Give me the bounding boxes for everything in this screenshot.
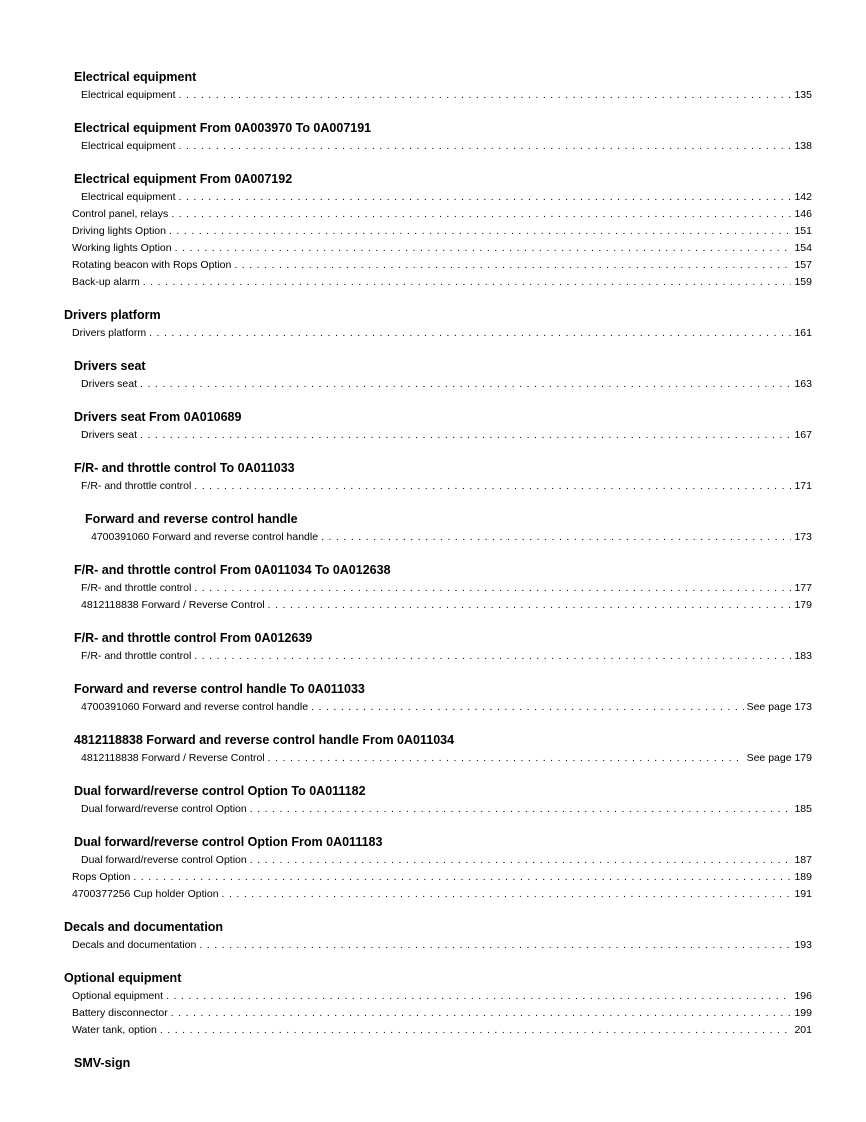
toc-entry-page: 138	[794, 140, 812, 152]
leader-dots	[133, 871, 791, 884]
toc-entry-label: 4812118838 Forward / Reverse Control	[81, 599, 265, 611]
heading-electrical-equipment: Electrical equipment	[74, 70, 197, 84]
leader-dots	[321, 531, 791, 544]
heading-drivers-seat-from: Drivers seat From 0A010689	[74, 410, 242, 424]
toc-entry-page: 142	[794, 191, 812, 203]
toc-entry[interactable]	[72, 871, 812, 884]
toc-entry-label: Dual forward/reverse control Option	[81, 803, 247, 815]
leader-dots	[179, 89, 792, 102]
toc-entry[interactable]	[91, 531, 812, 544]
toc-entry-label: 4812118838 Forward / Reverse Control	[81, 752, 265, 764]
heading-fr-throttle-from: F/R- and throttle control From 0A012639	[74, 631, 313, 645]
toc-entry[interactable]	[81, 854, 812, 867]
toc-entry-page: 199	[794, 1007, 812, 1019]
toc-entry-label: Drivers platform	[72, 327, 147, 339]
heading-drivers-platform: Drivers platform	[64, 308, 161, 322]
heading-electrical-equipment-range: Electrical equipment From 0A003970 To 0A007191	[74, 121, 372, 135]
toc-entry-label: Electrical equipment	[81, 140, 176, 152]
leader-dots	[171, 208, 791, 221]
toc-entry[interactable]	[72, 939, 812, 952]
toc-entry-label: 4700377256 Cup holder Option	[72, 888, 219, 900]
toc-entry[interactable]	[81, 480, 812, 493]
toc-entry-label: Optional equipment	[72, 990, 164, 1002]
leader-dots	[169, 225, 792, 238]
heading-forward-reverse-handle-to: Forward and reverse control handle To 0A011033	[74, 682, 365, 696]
toc-entry-page: 185	[794, 803, 812, 815]
toc-entry[interactable]	[81, 191, 812, 204]
toc-entry-page: 167	[794, 429, 812, 441]
leader-dots	[171, 1007, 792, 1020]
leader-dots	[166, 990, 791, 1003]
toc-entry-label: Electrical equipment	[81, 191, 176, 203]
leader-dots	[268, 599, 792, 612]
toc-entry-label: Water tank, option	[72, 1024, 157, 1036]
toc-entry-label: Control panel, relays	[72, 208, 169, 220]
heading-fr-throttle-range: F/R- and throttle control From 0A011034 To 0A012638	[74, 563, 391, 577]
toc-entry[interactable]	[72, 1024, 812, 1037]
toc-entry-page: 201	[794, 1024, 812, 1036]
toc-entry-label: Battery disconnector	[72, 1007, 168, 1019]
toc-entry-label: F/R- and throttle control	[81, 650, 192, 662]
toc-entry[interactable]	[81, 752, 812, 765]
toc-entry-label: Rotating beacon with Rops Option	[72, 259, 232, 271]
toc-entry[interactable]	[81, 803, 812, 816]
leader-dots	[250, 803, 792, 816]
toc-entry[interactable]	[72, 888, 812, 901]
toc-entry-page: 183	[794, 650, 812, 662]
toc-entry[interactable]	[72, 242, 812, 255]
heading-smv-sign: SMV-sign	[74, 1056, 131, 1070]
toc-entry-page: 177	[794, 582, 812, 594]
toc-entry-label: Drivers seat	[81, 429, 138, 441]
toc-entry-page: See page 173	[746, 701, 812, 713]
toc-entry-page: 161	[794, 327, 812, 339]
toc-entry[interactable]	[72, 225, 812, 238]
heading-decals-documentation: Decals and documentation	[64, 920, 224, 934]
toc-entry-page: 189	[794, 871, 812, 883]
leader-dots	[140, 429, 791, 442]
leader-dots	[194, 480, 791, 493]
toc-entry-label: F/R- and throttle control	[81, 480, 192, 492]
toc-entry-page: 173	[794, 531, 812, 543]
heading-drivers-seat: Drivers seat	[74, 359, 146, 373]
toc-entry-label: Working lights Option	[72, 242, 172, 254]
toc-entry[interactable]	[81, 140, 812, 153]
toc-entry[interactable]	[72, 1007, 812, 1020]
toc-entry[interactable]	[81, 582, 812, 595]
leader-dots	[194, 582, 791, 595]
leader-dots	[140, 378, 791, 391]
toc-entry-label: Rops Option	[72, 871, 131, 883]
toc-entry-page: 146	[794, 208, 812, 220]
toc-entry-label: 4700391060 Forward and reverse control handle	[81, 701, 309, 713]
heading-electrical-equipment-from: Electrical equipment From 0A007192	[74, 172, 293, 186]
toc-entry-page: 159	[794, 276, 812, 288]
leader-dots	[179, 140, 792, 153]
leader-dots	[311, 701, 744, 714]
toc-entry-page: 135	[794, 89, 812, 101]
leader-dots	[222, 888, 792, 901]
toc-entry-label: Back-up alarm	[72, 276, 140, 288]
toc-entry[interactable]	[81, 701, 812, 714]
leader-dots	[250, 854, 792, 867]
toc-entry-label: Drivers seat	[81, 378, 138, 390]
toc-entry-page: 163	[794, 378, 812, 390]
leader-dots	[234, 259, 791, 272]
toc-entry-label: Electrical equipment	[81, 89, 176, 101]
toc-entry-label: 4700391060 Forward and reverse control handle	[91, 531, 319, 543]
toc-entry[interactable]	[81, 599, 812, 612]
toc-entry[interactable]	[72, 990, 812, 1003]
heading-forward-reverse-handle: Forward and reverse control handle	[85, 512, 298, 526]
leader-dots	[194, 650, 791, 663]
toc-entry[interactable]	[81, 378, 812, 391]
toc-entry[interactable]	[72, 276, 812, 289]
heading-dual-control-from: Dual forward/reverse control Option From 0A011183	[74, 835, 383, 849]
toc-entry-label: Driving lights Option	[72, 225, 166, 237]
toc-entry-page: 193	[794, 939, 812, 951]
toc-entry-label: F/R- and throttle control	[81, 582, 192, 594]
leader-dots	[199, 939, 791, 952]
leader-dots	[179, 191, 792, 204]
toc-entry[interactable]	[72, 327, 812, 340]
toc-entry-page: 171	[794, 480, 812, 492]
heading-4812118838-handle-from: 4812118838 Forward and reverse control handle From 0A011034	[74, 733, 455, 747]
toc-entry[interactable]	[72, 208, 812, 221]
toc-entry-label: Decals and documentation	[72, 939, 197, 951]
toc-entry[interactable]	[72, 259, 812, 272]
toc-entry-page: 187	[794, 854, 812, 866]
toc-entry[interactable]	[81, 429, 812, 442]
heading-dual-control-to: Dual forward/reverse control Option To 0A011182	[74, 784, 366, 798]
toc-entry-page: 151	[794, 225, 812, 237]
toc-entry-page: 196	[794, 990, 812, 1002]
toc-entry-page: 191	[794, 888, 812, 900]
toc-entry[interactable]	[81, 89, 812, 102]
toc-entry-page: 157	[794, 259, 812, 271]
toc-entry-page: 179	[794, 599, 812, 611]
toc-entry-page: See page 179	[746, 752, 812, 764]
leader-dots	[160, 1024, 792, 1037]
leader-dots	[268, 752, 744, 765]
leader-dots	[175, 242, 792, 255]
heading-fr-throttle-to: F/R- and throttle control To 0A011033	[74, 461, 295, 475]
toc-entry-page: 154	[794, 242, 812, 254]
toc-entry-label: Dual forward/reverse control Option	[81, 854, 247, 866]
leader-dots	[143, 276, 792, 289]
leader-dots	[149, 327, 791, 340]
toc-entry[interactable]	[81, 650, 812, 663]
heading-optional-equipment: Optional equipment	[64, 971, 182, 985]
